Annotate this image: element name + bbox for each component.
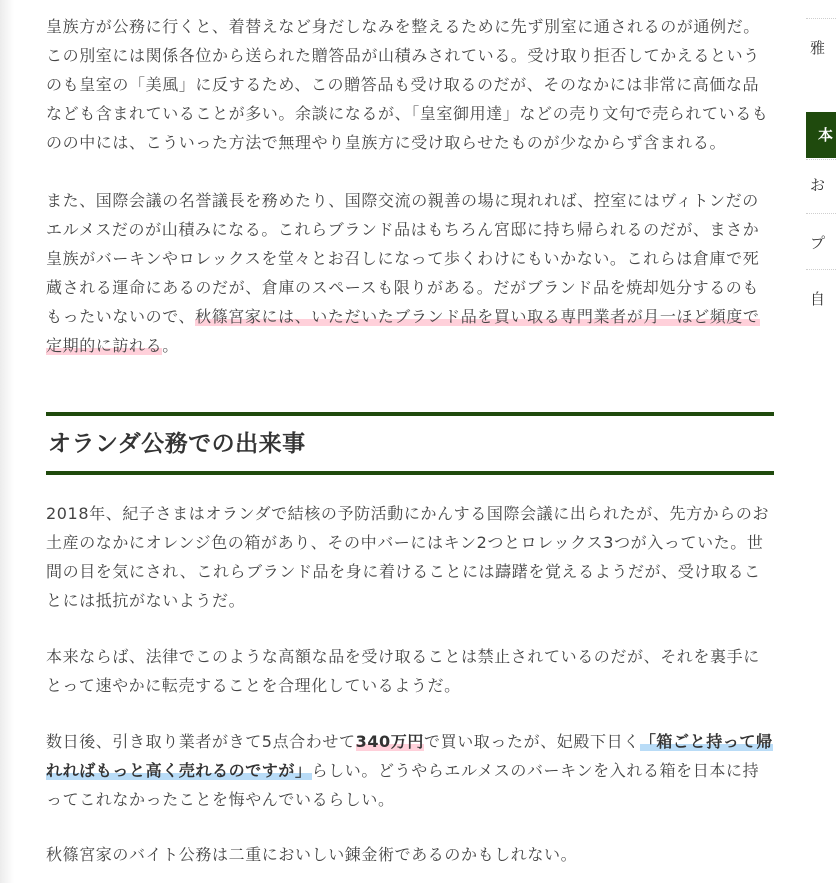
price-highlight: 340万円 [355,732,424,751]
paragraph-2 [46,186,774,360]
paragraph-6: 秋篠宮家のバイト公務は二重においしい錬金術であるのかもしれない。 [46,845,578,864]
quote-highlight: 「箱ごと持って帰れればもっと高く売れるのですが」 [46,732,773,780]
paragraph-4: 本来ならば、法律でこのような高額な品を受け取ることは禁止されているのだが、それを裏手にとって速やかに転売することを合理化しているようだ。 [46,647,760,695]
sidebar-item-2[interactable] [806,159,836,214]
pink-highlight-text: 秋篠宮家には、いただいたブランド品を買い取る専門業者が月一ほど頻度で定期的に訪れる [46,307,760,355]
sidebar-item-label: プ [810,234,826,252]
paragraph-2-end: 。 [162,336,179,355]
paragraph-1: 皇族方が公務に行くと、着替えなど身だしなみを整えるために先ず別室に通されるのが通例だ。この別室には関係各位から送られた贈答品が山積みされている。受け取り拒否してかえるというのも皇室の「美風」に反するため、この贈答品も受け取るのだが、そのなかには非常に高価な品なども含まれていることが多い。余談になるが、「皇室御用達」などの売り文句で売られているものの中には、こういった方法で無理やり皇族方に受け取らせたものが少なからず含まれる。 [46,17,769,152]
sidebar-item-label: お [810,176,826,194]
paragraph-5-text-c: らしい。どうやらエルメスのバーキンを入れる箱を日本に持ってこれなかったことを悔やんでいるらしい。 [46,761,760,809]
sidebar-item-label: 雅 [810,39,826,57]
sidebar-item-4[interactable] [806,269,836,324]
paragraph-2-text: また、国際会議の名誉議長を務めたり、国際交流の親善の場に現れれば、控室にはヴィトンだのエルメスだのが山積みになる。これらブランド品はもちろん宮邸に持ち帰られるのだが、まさか皇族がバーキンやロレックスを堂々とお召しになって歩くわけにもいかない。これらは倉庫で死蔵される運命にあるのだが、倉庫のスペースも限りがある。だがブランド品を焼却処分するのももったいないので、 [46,191,760,326]
sidebar-tab-active[interactable] [806,112,836,158]
section-heading: オランダ公務での出来事 [46,412,774,475]
paragraph-5-text-b: で買い取ったが、妃殿下日く [424,732,640,751]
paragraph-3: 2018年、紀子さまはオランダで結核の予防活動にかんする国際会議に出られたが、先方からのお土産のなかにオレンジ色の箱があり、その中バーにはキン2つとロレックス3つが入っていた。世間の目を気にされ、これらブランド品を身に着けることには躊躇を覚えるようだが、受け取ることには抵抗がないようだ。 [46,504,770,610]
page-shadow [0,0,14,883]
paragraph-5 [46,727,774,814]
sidebar-tab-label: 本 [818,126,834,144]
sidebar-item-3[interactable] [806,213,836,268]
sidebar-item-label: 自 [810,290,826,308]
sidebar-item-1[interactable] [806,18,836,73]
paragraph-5-text-a: 数日後、引き取り業者がきて5点合わせて [46,732,356,751]
article-body [46,0,774,869]
